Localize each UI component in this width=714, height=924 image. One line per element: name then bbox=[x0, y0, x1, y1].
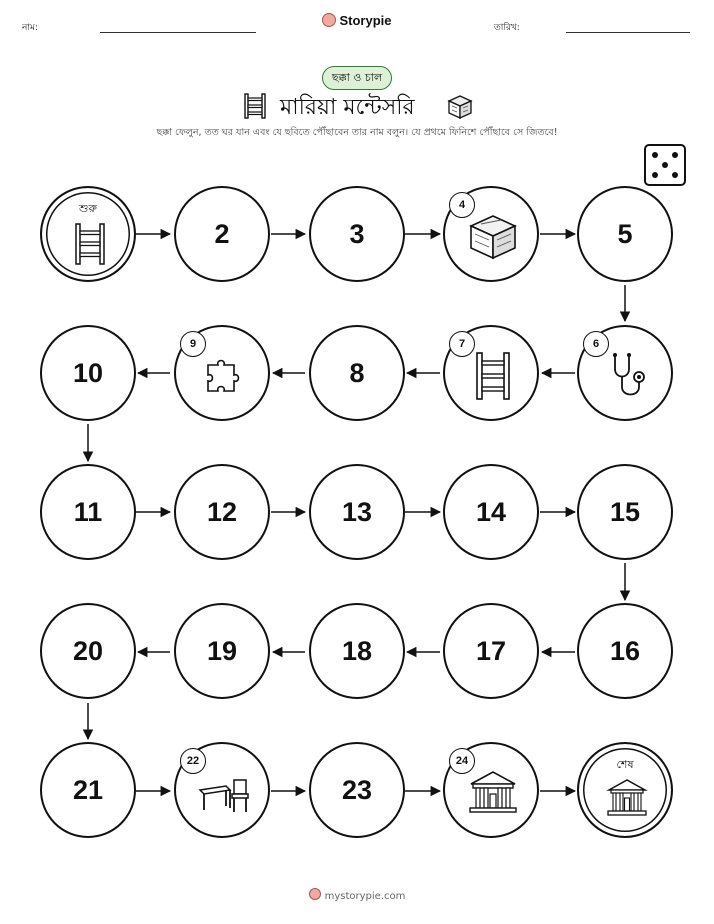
board-cell-picture[interactable] bbox=[174, 325, 270, 421]
ladder-shelf-icon bbox=[465, 347, 521, 403]
instructions: ছক্কা ফেলুন, তত ঘর যান এবং যে ছবিতে পৌঁছাবেন তার নাম বলুন। যে প্রথমে ফিনিশে পৌঁছাবে সে জিতবে! bbox=[156, 127, 558, 138]
cell-number: 19 bbox=[206, 635, 238, 666]
board-cell[interactable] bbox=[577, 464, 673, 560]
brand-name: Storypie bbox=[339, 13, 392, 28]
puzzle-piece-icon bbox=[196, 347, 252, 403]
board-cell[interactable] bbox=[577, 186, 673, 282]
cell-number: 11 bbox=[73, 496, 103, 527]
finish-cell[interactable] bbox=[577, 742, 673, 838]
finish-label: শেষ bbox=[616, 758, 634, 771]
cell-number: 21 bbox=[72, 774, 104, 805]
board-cell[interactable] bbox=[40, 325, 136, 421]
school-building-icon bbox=[605, 776, 649, 822]
school-building-icon bbox=[465, 764, 521, 820]
start-cell[interactable] bbox=[40, 186, 136, 282]
desk-and-chair-icon bbox=[196, 764, 252, 820]
footer bbox=[0, 888, 714, 902]
cell-number: 23 bbox=[341, 774, 373, 805]
cell-number: 8 bbox=[349, 357, 365, 388]
cell-number-badge: 9 bbox=[180, 331, 206, 357]
board-cell[interactable] bbox=[40, 742, 136, 838]
cell-number-badge: 24 bbox=[449, 748, 475, 774]
cell-number: 2 bbox=[214, 218, 230, 249]
cell-number: 15 bbox=[609, 496, 641, 527]
cell-number: 16 bbox=[609, 635, 641, 666]
game-type-pill: ছক্কা ও চাল bbox=[322, 66, 392, 90]
date-label: তারিখ: bbox=[494, 23, 520, 33]
cell-number: 17 bbox=[475, 635, 507, 666]
cell-number-badge: 4 bbox=[449, 192, 475, 218]
board-cell[interactable] bbox=[40, 603, 136, 699]
storypie-logo-icon bbox=[309, 888, 321, 900]
name-label: নাম: bbox=[22, 23, 39, 33]
board-cell[interactable] bbox=[174, 603, 270, 699]
board-cell[interactable] bbox=[577, 603, 673, 699]
cell-number: 3 bbox=[349, 218, 365, 249]
board-cell[interactable] bbox=[309, 603, 405, 699]
board-cell-picture[interactable] bbox=[174, 742, 270, 838]
board-cell[interactable] bbox=[443, 464, 539, 560]
board-cell[interactable] bbox=[309, 325, 405, 421]
board-cell[interactable] bbox=[174, 464, 270, 560]
cell-number: 20 bbox=[72, 635, 104, 666]
board-cell-picture[interactable] bbox=[443, 325, 539, 421]
cell-number: 14 bbox=[475, 496, 507, 527]
cell-number-badge: 22 bbox=[180, 748, 206, 774]
cell-number: 12 bbox=[206, 496, 238, 527]
ladder-shelf-icon bbox=[68, 220, 112, 266]
board-cell[interactable] bbox=[309, 464, 405, 560]
page-title: মারিয়া মন্টেসরি bbox=[280, 95, 415, 120]
cell-number-badge: 6 bbox=[583, 331, 609, 357]
stethoscope-icon bbox=[599, 347, 655, 403]
board-cell[interactable] bbox=[443, 603, 539, 699]
cell-number: 5 bbox=[617, 218, 633, 249]
start-label: শুরু bbox=[79, 202, 97, 215]
cell-number-badge: 7 bbox=[449, 331, 475, 357]
board-cell[interactable] bbox=[40, 464, 136, 560]
board-cell-picture[interactable] bbox=[443, 186, 539, 282]
board-cell-picture[interactable] bbox=[577, 325, 673, 421]
board-cell[interactable] bbox=[309, 186, 405, 282]
board-cell-picture[interactable] bbox=[443, 742, 539, 838]
wooden-block-icon bbox=[465, 208, 521, 264]
cell-number: 18 bbox=[341, 635, 373, 666]
cell-number: 10 bbox=[72, 357, 104, 388]
board-cell[interactable] bbox=[309, 742, 405, 838]
cell-number: 13 bbox=[341, 496, 373, 527]
board-cell[interactable] bbox=[174, 186, 270, 282]
footer-url[interactable]: mystorypie.com bbox=[324, 891, 406, 902]
